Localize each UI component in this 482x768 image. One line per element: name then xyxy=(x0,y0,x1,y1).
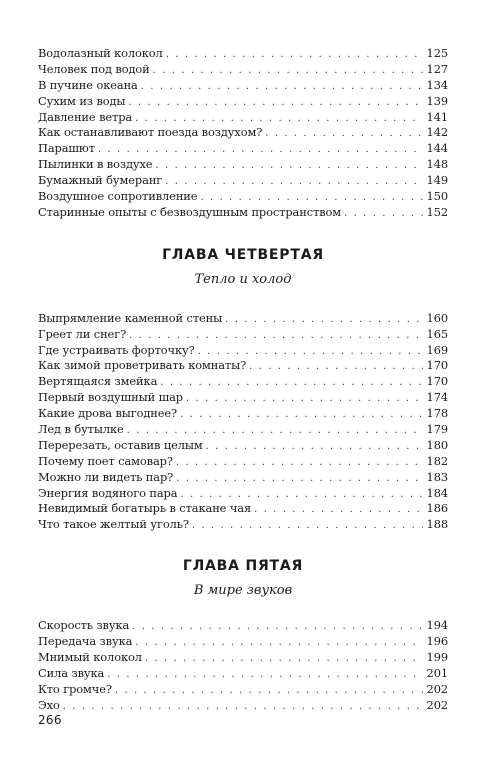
dot-leader xyxy=(176,471,423,487)
toc-entry xyxy=(38,358,448,374)
toc-list-chapter-3 xyxy=(38,46,448,221)
toc-entry-page: 150 xyxy=(426,189,448,204)
toc-entry-page: 144 xyxy=(426,141,448,156)
toc-entry-title: Парашют xyxy=(38,141,95,156)
toc-entry-page: 188 xyxy=(426,517,448,532)
toc-entry-title: Воздушное сопротивление xyxy=(38,189,198,204)
chapter-subtitle: Тепло и холод xyxy=(194,271,292,287)
dot-leader xyxy=(127,423,423,439)
toc-entry xyxy=(38,682,448,698)
toc-entry-title: Сухим из воды xyxy=(38,93,126,108)
page-number: 266 xyxy=(38,713,62,727)
toc-entry xyxy=(38,390,448,406)
toc-entry-page: 148 xyxy=(426,157,448,172)
toc-entry-title: Лед в бутылке xyxy=(38,422,124,437)
toc-entry xyxy=(38,94,448,110)
toc-entry xyxy=(38,618,448,634)
toc-entry xyxy=(38,422,448,438)
dot-leader xyxy=(145,651,423,667)
dot-leader xyxy=(206,439,423,455)
toc-entry-title: Эхо xyxy=(38,697,60,712)
toc-entry-page: 134 xyxy=(426,77,448,92)
dot-leader xyxy=(129,328,423,344)
dot-leader xyxy=(344,206,423,222)
toc-entry-title: Старинные опыты с безвоздушным пространством xyxy=(38,204,342,219)
toc-entry-title: В пучине океана xyxy=(38,77,138,92)
dot-leader xyxy=(107,667,423,683)
toc-entry-title: Греет ли снег? xyxy=(38,326,127,341)
toc-entry xyxy=(38,141,448,157)
chapter-heading: ГЛАВА ЧЕТВЕРТАЯ xyxy=(162,246,324,263)
toc-entry-page: 170 xyxy=(426,374,448,389)
dot-leader xyxy=(135,635,423,651)
toc-entry-page: 170 xyxy=(426,358,448,373)
toc-entry-title: Сила звука xyxy=(38,665,105,680)
toc-entry-title: Передача звука xyxy=(38,634,133,649)
chapter-5-header xyxy=(38,557,448,600)
toc-entry-page: 180 xyxy=(426,437,448,452)
toc-entry xyxy=(38,46,448,62)
dot-leader xyxy=(254,502,423,518)
toc-entry xyxy=(38,454,448,470)
toc-entry-page: 194 xyxy=(426,618,448,633)
toc-entry xyxy=(38,501,448,517)
dot-leader xyxy=(165,174,423,190)
toc-entry-title: Где устраивать форточку? xyxy=(38,342,195,357)
toc-entry-title: Можно ли видеть пар? xyxy=(38,469,174,484)
toc-entry-title: Почему поет самовар? xyxy=(38,453,173,468)
toc-entry xyxy=(38,125,448,141)
toc-entry-page: 201 xyxy=(426,665,448,680)
toc-entry-title: Какие дрова выгоднее? xyxy=(38,406,178,421)
toc-entry-title: Человек под водой xyxy=(38,61,150,76)
toc-entry xyxy=(38,406,448,422)
toc-entry xyxy=(38,666,448,682)
dot-leader xyxy=(132,619,423,635)
toc-entry-page: 139 xyxy=(426,93,448,108)
dot-leader xyxy=(186,391,423,407)
toc-entry-title: Бумажный бумеранг xyxy=(38,173,163,188)
toc-entry xyxy=(38,517,448,533)
toc-entry-title: Кто громче? xyxy=(38,681,112,696)
dot-leader xyxy=(265,126,423,142)
toc-entry-page: 202 xyxy=(426,697,448,712)
toc-entry-title: Мнимый колокол xyxy=(38,650,142,665)
toc-entry-page: 169 xyxy=(426,342,448,357)
toc-entry-page: 149 xyxy=(426,173,448,188)
toc-list-chapter-4 xyxy=(38,311,448,533)
toc-entry-title: Выпрямление каменной стены xyxy=(38,310,223,325)
toc-entry-page: 125 xyxy=(426,46,448,60)
dot-leader xyxy=(225,312,423,328)
toc-entry-title: Давление ветра xyxy=(38,109,133,124)
toc-entry-page: 183 xyxy=(426,469,448,484)
toc-entry xyxy=(38,650,448,666)
table-of-contents xyxy=(38,46,448,714)
toc-entry xyxy=(38,343,448,359)
toc-entry-title: Как останавливают поезда воздухом? xyxy=(38,125,263,140)
toc-entry-title: Что такое желтый уголь? xyxy=(38,517,189,532)
toc-entry-page: 160 xyxy=(426,310,448,325)
toc-entry xyxy=(38,110,448,126)
dot-leader xyxy=(160,375,423,391)
chapter-heading: ГЛАВА ПЯТАЯ xyxy=(182,558,304,575)
toc-entry-title: Невидимый богатырь в стакане чая xyxy=(38,501,252,516)
toc-entry xyxy=(38,470,448,486)
toc-entry-page: 141 xyxy=(426,109,448,124)
toc-entry-title: Перерезать, оставив целым xyxy=(38,437,203,452)
toc-entry xyxy=(38,327,448,343)
toc-entry xyxy=(38,634,448,650)
dot-leader xyxy=(180,407,423,423)
toc-list-chapter-5 xyxy=(38,618,448,713)
toc-entry xyxy=(38,438,448,454)
toc-entry-title: Вертящаяся змейка xyxy=(38,374,158,389)
toc-entry-title: Как зимой проветривать комнаты? xyxy=(38,358,247,373)
toc-entry-title: Водолазный колокол xyxy=(38,46,163,60)
toc-entry xyxy=(38,189,448,205)
toc-entry-page: 202 xyxy=(426,681,448,696)
toc-entry xyxy=(38,205,448,221)
toc-entry xyxy=(38,311,448,327)
dot-leader xyxy=(115,683,423,699)
toc-entry xyxy=(38,78,448,94)
toc-entry-page: 142 xyxy=(426,125,448,140)
toc-entry-page: 152 xyxy=(426,204,448,219)
dot-leader xyxy=(200,190,423,206)
toc-entry-title: Скорость звука xyxy=(38,618,130,633)
dot-leader xyxy=(166,47,423,63)
toc-entry-title: Первый воздушный шар xyxy=(38,390,183,405)
toc-entry-page: 184 xyxy=(426,485,448,500)
dot-leader xyxy=(180,487,423,503)
toc-entry-page: 165 xyxy=(426,326,448,341)
toc-entry xyxy=(38,698,448,714)
toc-entry-page: 127 xyxy=(426,61,448,76)
toc-entry-page: 179 xyxy=(426,422,448,437)
toc-entry-page: 182 xyxy=(426,453,448,468)
toc-entry xyxy=(38,374,448,390)
dot-leader xyxy=(63,699,423,715)
dot-leader xyxy=(98,142,423,158)
dot-leader xyxy=(135,111,423,127)
toc-entry xyxy=(38,157,448,173)
dot-leader xyxy=(141,79,423,95)
dot-leader xyxy=(155,158,423,174)
toc-entry-page: 178 xyxy=(426,406,448,421)
dot-leader xyxy=(198,344,423,360)
dot-leader xyxy=(249,359,423,375)
toc-entry-page: 174 xyxy=(426,390,448,405)
toc-entry xyxy=(38,173,448,189)
chapter-4-header xyxy=(38,246,448,289)
dot-leader xyxy=(192,518,423,534)
toc-entry-title: Пылинки в воздухе xyxy=(38,157,153,172)
toc-entry xyxy=(38,62,448,78)
dot-leader xyxy=(128,95,423,111)
chapter-subtitle: В мире звуков xyxy=(193,583,293,599)
dot-leader xyxy=(153,63,423,79)
toc-entry-page: 199 xyxy=(426,650,448,665)
toc-entry-page: 186 xyxy=(426,501,448,516)
toc-entry xyxy=(38,486,448,502)
toc-entry-page: 196 xyxy=(426,634,448,649)
dot-leader xyxy=(176,455,423,471)
toc-entry-title: Энергия водяного пара xyxy=(38,485,178,500)
